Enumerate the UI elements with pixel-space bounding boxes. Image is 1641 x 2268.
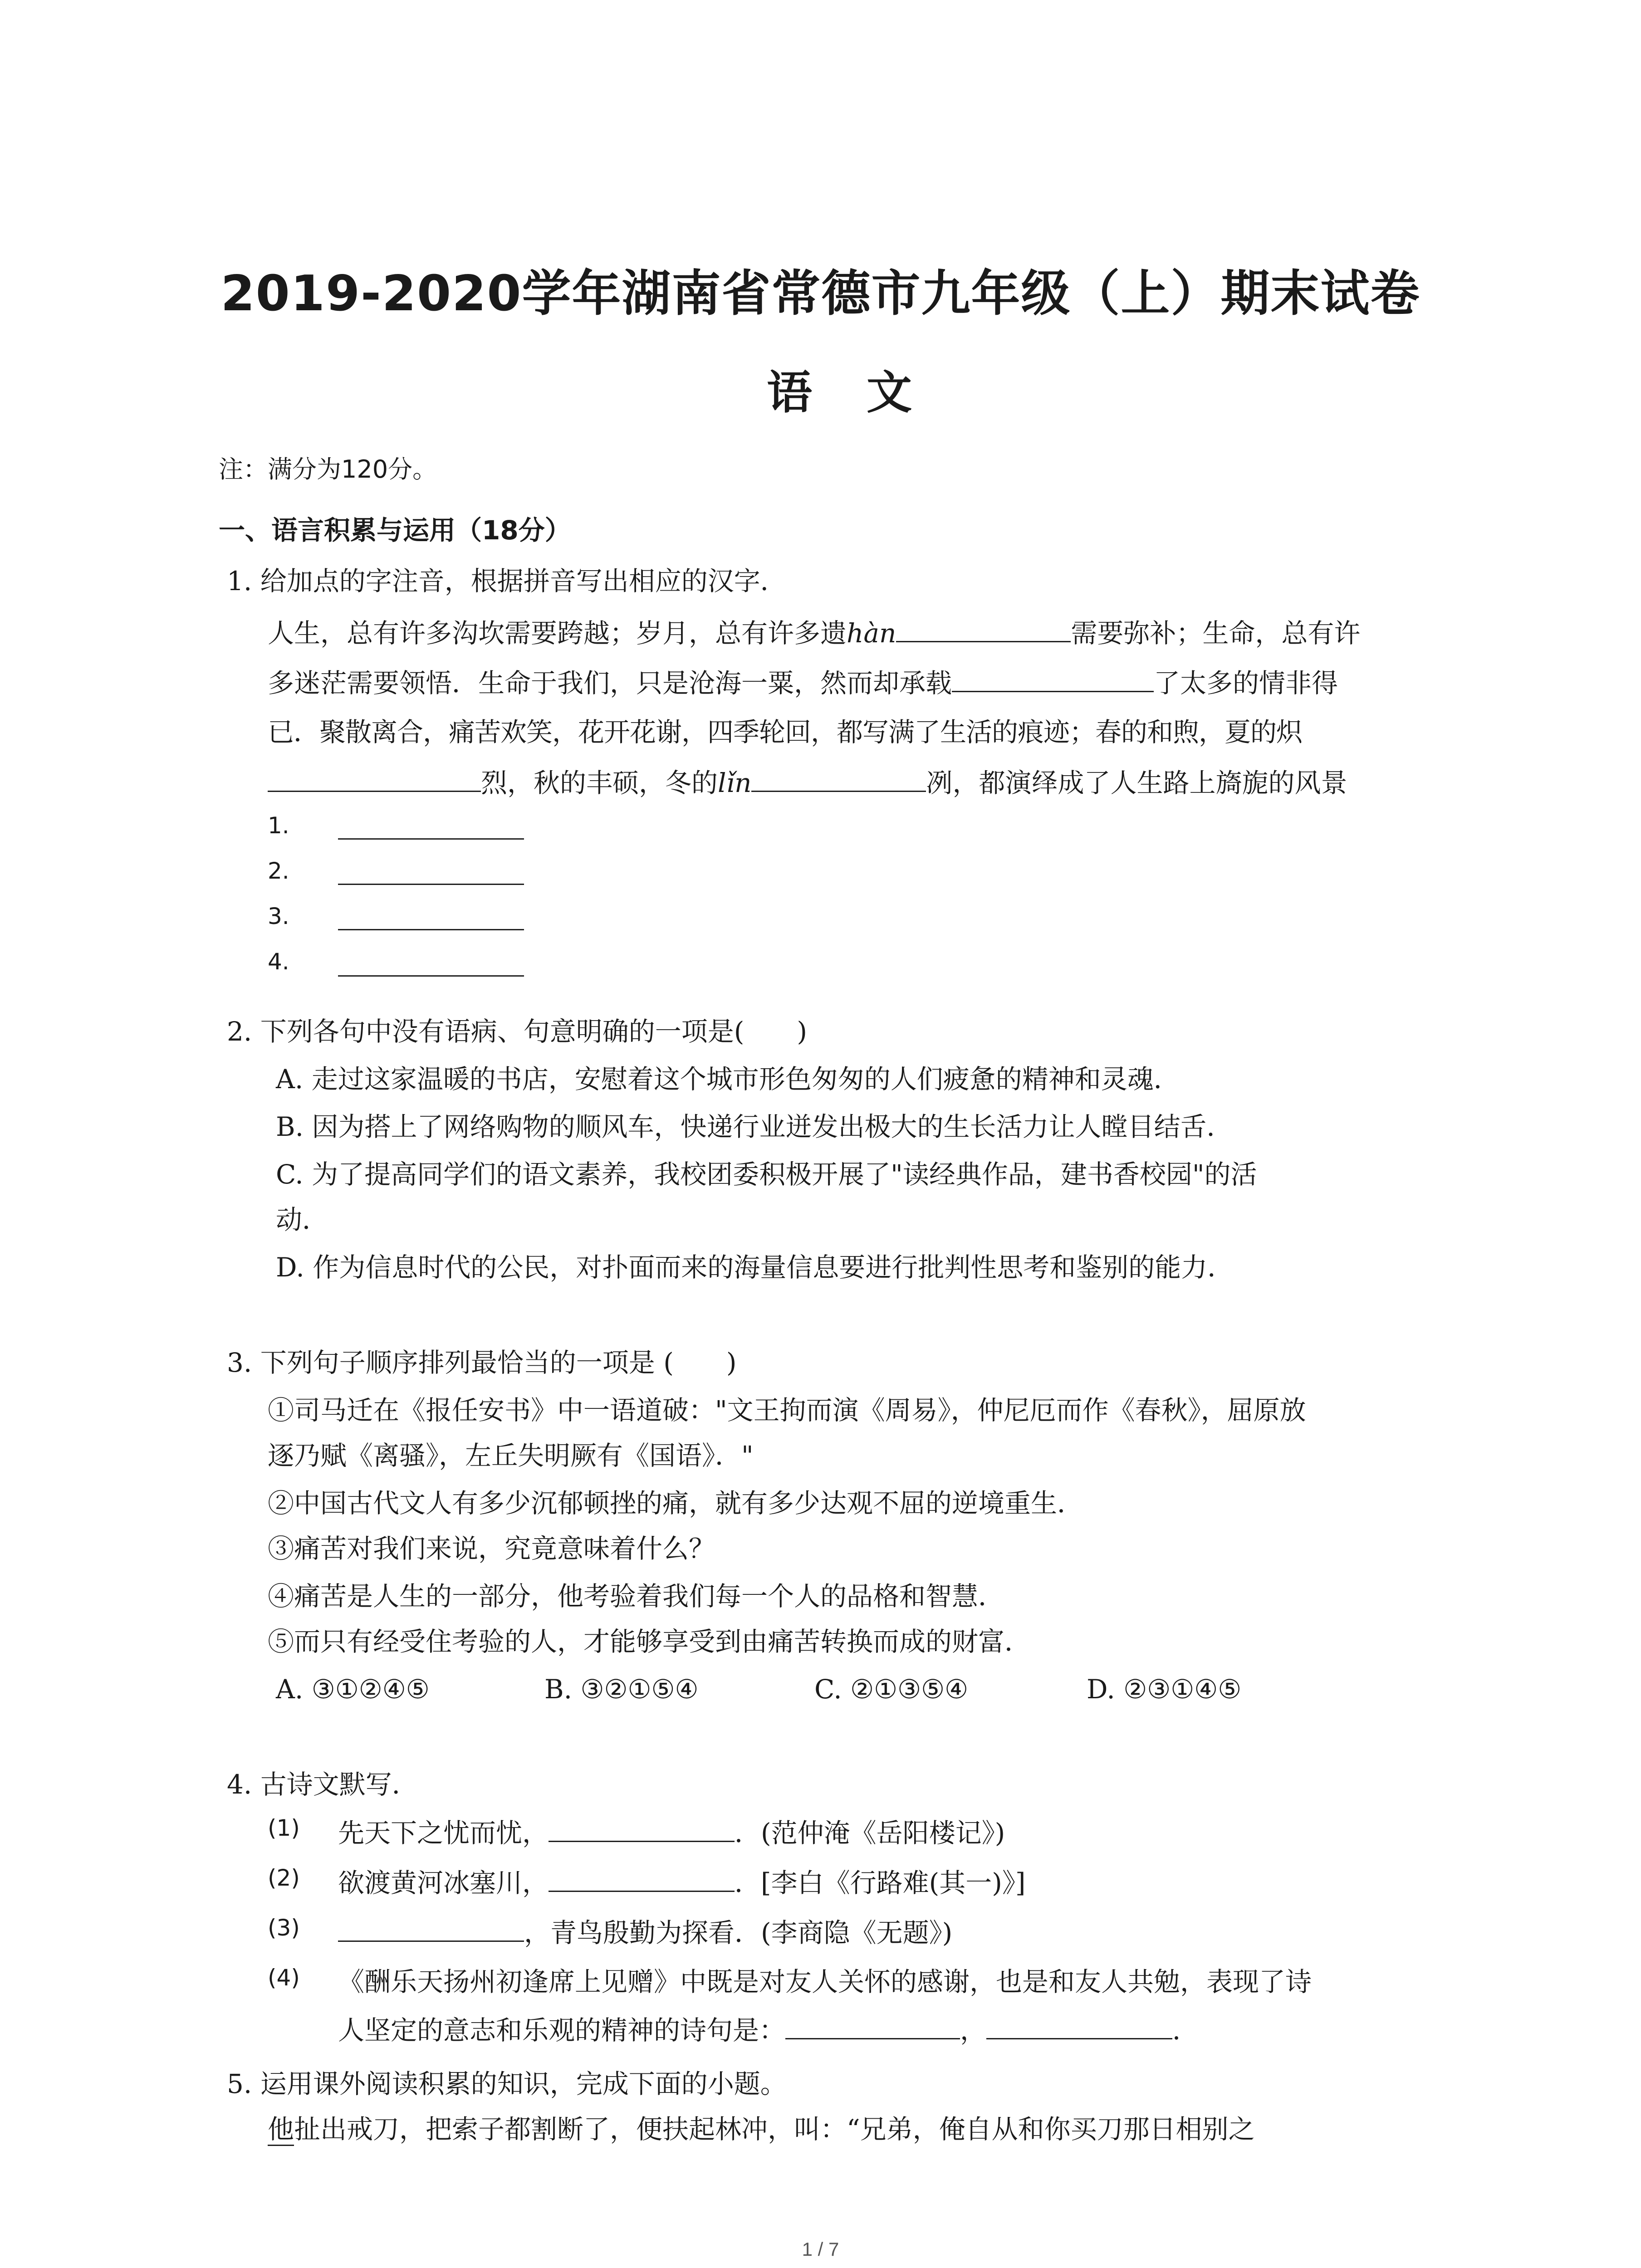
q4-num-3: (3) [268,1915,300,1941]
q1-line4-a: 烈，秋的丰硕，冬的 [481,767,718,798]
q1-line2-a: 多迷茫需要领悟．生命于我们，只是沧海一粟，然而却承载 [268,668,952,699]
q3-option-a: A. ③①②④⑤ [276,1674,430,1705]
q4-item-3-b: ，青鸟殷勤为探看．(李商隐《无题》) [524,1917,953,1948]
pinyin-han: hàn [847,618,896,649]
answer-line-4[interactable] [338,975,524,977]
answer-line-3[interactable] [338,929,524,930]
q5-underlined-word: 他 [268,2114,294,2146]
q4-blank-3[interactable] [338,1919,524,1942]
q2-option-c-line1: C. 为了提高同学们的语文素养，我校团委积极开展了"读经典作品，建书香校园"的活 [276,1159,1257,1190]
q3-sentence-4: ④痛苦是人生的一部分，他考验着我们每一个人的品格和智慧． [268,1581,1005,1612]
q4-blank-2[interactable] [549,1869,735,1892]
answer-label-2: 2. [268,858,289,884]
q4-num-2: (2) [268,1865,300,1891]
q2-option-c-line2: 动． [276,1204,329,1235]
q3-option-d: D. ②③①④⑤ [1087,1674,1242,1705]
q1-blank-1[interactable] [896,619,1071,642]
page-number: 1 / 7 [802,2239,839,2260]
q5-stem: 5. 运用课外阅读积累的知识，完成下面的小题。 [227,2068,787,2099]
q1-line1-a: 人生，总有许多沟坎需要跨越；岁月，总有许多遗 [268,618,847,649]
q1-line4-b: 冽，都演绎成了人生路上旖旎的风景 [926,767,1347,798]
q3-option-c: C. ②①③⑤④ [814,1674,969,1705]
q3-sentence-1b: 逐乃赋《离骚》，左丘失明厥有《国语》．" [268,1440,754,1471]
q1-line1-b: 需要弥补；生命，总有许 [1071,618,1361,649]
q1-line4 [268,769,1347,796]
section-heading: 一、语言积累与运用（18分） [219,515,571,546]
answer-line-1[interactable] [338,838,524,840]
subject-title: 语文 [767,366,966,419]
q1-line2-b: 了太多的情非得 [1154,668,1338,699]
q1-blank-2[interactable] [952,669,1154,692]
q4-item-2-b: ．[李白《行路难(其一)》] [735,1867,1026,1898]
q2-option-d: D. 作为信息时代的公民，对扑面而来的海量信息要进行批判性思考和鉴别的能力． [276,1252,1234,1283]
q2-option-a: A. 走过这家温暖的书店，安慰着这个城市形色匆匆的人们疲惫的精神和灵魂． [276,1064,1180,1095]
q4-num-4: (4) [268,1965,300,1991]
q3-sentence-2: ②中国古代文人有多少沉郁顿挫的痛，就有多少达观不屈的逆境重生． [268,1488,1084,1519]
q5-text [268,2114,1255,2145]
q3-stem: 3. 下列句子顺序排列最恰当的一项是 ( ) [227,1347,737,1378]
q2-option-b: B. 因为搭上了网络购物的顺风车，快递行业迸发出极大的生长活力让人瞠目结舌． [276,1111,1233,1142]
q4-item-4-d: ． [1172,2015,1199,2046]
q4-blank-1[interactable] [549,1819,735,1842]
q3-sentence-3: ③痛苦对我们来说，究竟意味着什么？ [268,1533,715,1564]
answer-label-3: 3. [268,903,289,929]
q4-item-4-b: 人坚定的意志和乐观的精神的诗句是： [338,2015,786,2046]
q4-item-4a: 《酬乐天扬州初逢席上见赠》中既是对友人关怀的感谢，也是和友人共勉，表现了诗 [338,1966,1312,1997]
q3-sentence-5: ⑤而只有经受住考验的人，才能够享受到由痛苦转换而成的财富． [268,1626,1031,1657]
answer-label-4: 4. [268,948,289,975]
q4-item-4b [338,2015,1199,2046]
q1-blank-3[interactable] [268,769,481,792]
q1-line1 [268,618,1361,649]
q3-sentence-1a: ①司马迁在《报任安书》中一语道破："文王拘而演《周易》，仲尼厄而作《春秋》，屈原放 [268,1395,1306,1426]
q4-stem: 4. 古诗文默写． [227,1769,418,1800]
q4-blank-5[interactable] [986,2016,1172,2039]
answer-line-2[interactable] [338,884,524,885]
q3-option-b: B. ③②①⑤④ [544,1674,699,1705]
answer-label-1: 1. [268,812,289,839]
q1-stem: 1. 给加点的字注音，根据拼音写出相应的汉字． [227,566,787,596]
pinyin-lin: lǐn [718,767,752,798]
q4-blank-4[interactable] [785,2016,960,2039]
q4-item-1 [338,1819,1005,1846]
q4-item-1-a: 先天下之忧而忧， [338,1818,549,1848]
q4-item-2 [338,1869,1026,1896]
q4-num-1: (1) [268,1815,300,1841]
q4-item-4-c: ， [960,2015,987,2046]
page-title: 2019-2020学年湖南省常德市九年级（上）期末试卷 [220,265,1421,322]
q4-item-3 [338,1919,952,1946]
q1-line2 [268,668,1338,699]
q2-stem: 2. 下列各句中没有语病、句意明确的一项是( ) [227,1016,808,1047]
q1-blank-4[interactable] [751,769,926,792]
q1-line3: 已．聚散离合，痛苦欢笑，花开花谢，四季轮回，都写满了生活的痕迹；春的和煦，夏的炽 [268,717,1303,748]
score-note: 注：满分为120分。 [219,455,437,484]
q5-text-rest: 扯出戒刀，把索子都割断了，便扶起林冲，叫：“兄弟，俺自从和你买刀那日相别之 [294,2114,1255,2145]
q4-item-1-b: ．(范仲淹《岳阳楼记》) [735,1818,1005,1848]
q4-item-2-a: 欲渡黄河冰塞川， [338,1867,549,1898]
